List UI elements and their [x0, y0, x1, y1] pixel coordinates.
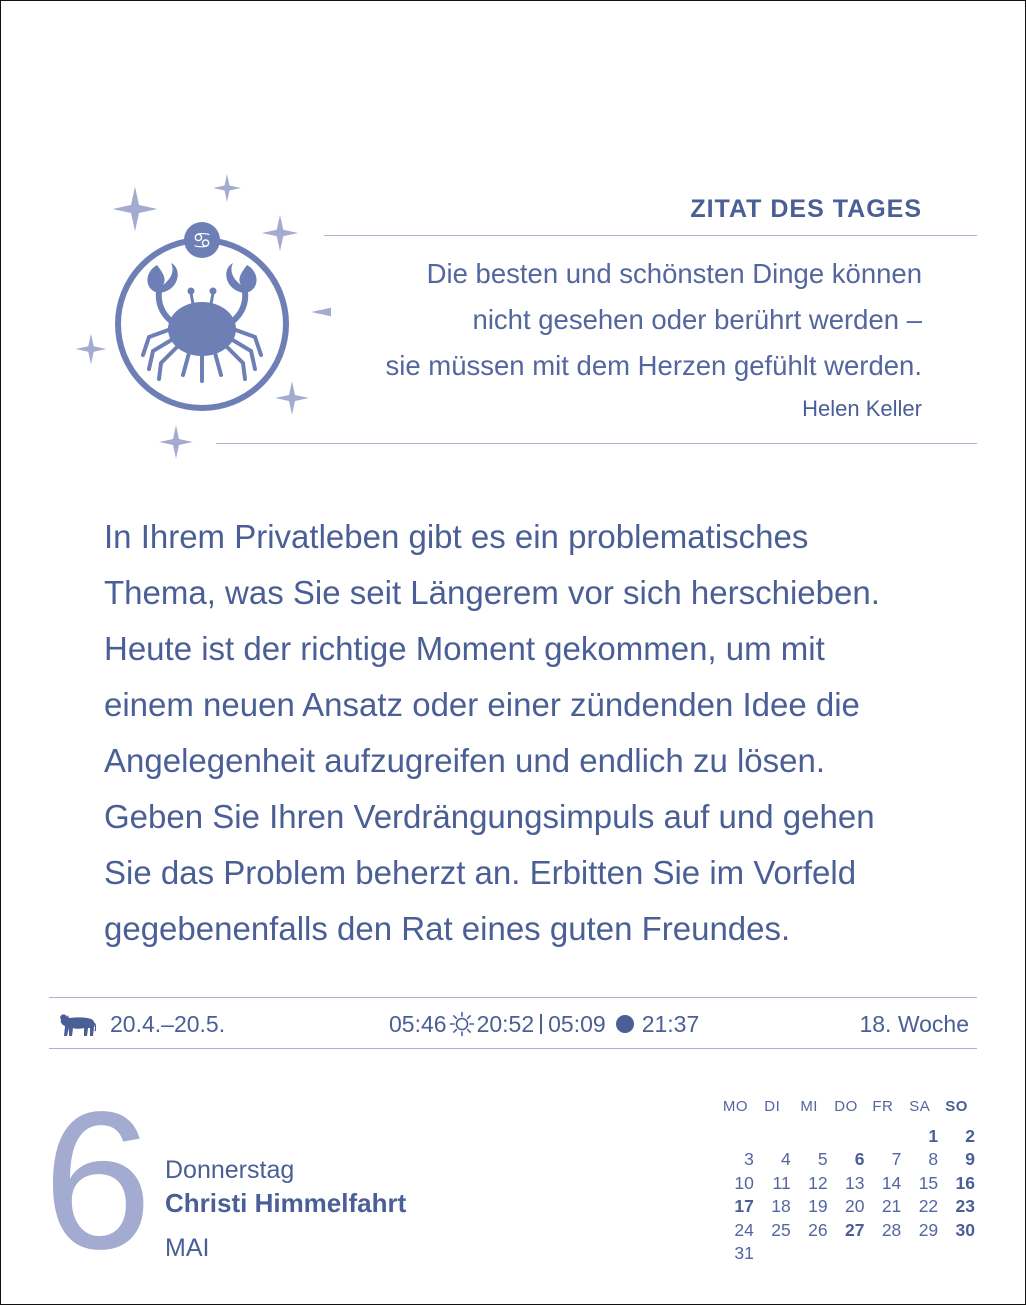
calendar-day: 30: [955, 1219, 976, 1240]
horoscope-line: In Ihrem Privatleben gibt es ein problematisches: [104, 518, 809, 555]
calendar-day: 22: [918, 1196, 939, 1217]
horoscope-line: Angelegenheit aufzugreifen und endlich zu lösen.: [104, 742, 826, 779]
weekday-header: DI: [764, 1098, 781, 1116]
horoscope-line: gegebenenfalls den Rat eines guten Freundes.: [104, 910, 791, 947]
moonset-time: 21:37: [641, 1010, 700, 1037]
sparkle-icon: [275, 381, 309, 415]
quote-line: Die besten und schönsten Dinge können: [426, 258, 922, 289]
calendar-day: 11: [772, 1172, 791, 1193]
calendar-day: 25: [771, 1219, 791, 1240]
calendar-day: 16: [955, 1172, 976, 1193]
calendar-week-row: [717, 1148, 975, 1172]
quote-author: Helen Keller: [802, 396, 922, 421]
horoscope-text: [104, 509, 984, 957]
calendar-day: 20: [844, 1196, 865, 1217]
calendar-day: 4: [780, 1149, 791, 1170]
calendar-day: 15: [918, 1172, 939, 1193]
zodiac-emblem: [71, 169, 331, 469]
calendar-day: 6: [854, 1149, 865, 1170]
calendar-day: 2: [965, 1125, 976, 1146]
weekday-header: MO: [722, 1098, 749, 1116]
info-divider-bottom: [49, 1048, 977, 1049]
calendar-week-row: [717, 1125, 975, 1149]
calendar-day: 13: [844, 1172, 865, 1193]
sparkle-icon: [159, 425, 193, 459]
sun-icon: [449, 1011, 475, 1037]
calendar-day: 23: [955, 1196, 976, 1217]
horoscope-line: einem neuen Ansatz oder einer zündenden Idee die: [104, 686, 860, 723]
calendar-day: 8: [928, 1149, 939, 1170]
quote-divider-top: [324, 235, 977, 236]
sparkle-icon: [76, 334, 107, 365]
mini-calendar: [717, 1095, 975, 1266]
calendar-week-row: [717, 1219, 975, 1243]
calendar-week-row: [717, 1242, 975, 1266]
horoscope-line: Heute ist der richtige Moment gekommen, um mit: [104, 630, 825, 667]
calendar-day: 27: [844, 1219, 865, 1240]
calendar-day: 29: [918, 1219, 939, 1240]
weekday-header: MI: [800, 1098, 818, 1116]
calendar-day: 18: [771, 1196, 791, 1217]
zodiac-range: [58, 1007, 225, 1041]
sparkle-icon: [213, 174, 241, 202]
calendar-day: 26: [808, 1219, 828, 1240]
quote-line: sie müssen mit dem Herzen gefühlt werden.: [385, 350, 922, 381]
cancer-crab-icon: [71, 169, 331, 469]
calendar-week-row: [717, 1172, 975, 1196]
calendar-day: 5: [817, 1149, 828, 1170]
holiday-name: Christi Himmelfahrt: [165, 1188, 407, 1218]
calendar-day: 28: [881, 1219, 902, 1240]
sunrise-time: 05:46: [389, 1010, 447, 1037]
week-number: 18. Woche: [859, 1010, 969, 1037]
calendar-day: 31: [734, 1243, 754, 1264]
sparkle-icon: [113, 187, 158, 232]
weekday: Donnerstag: [165, 1156, 295, 1184]
sunset-time: 20:52: [476, 1010, 535, 1037]
calendar-day: 17: [734, 1196, 754, 1217]
calendar-day: 1: [928, 1125, 939, 1146]
horoscope-line: Sie das Problem beherzt an. Erbitten Sie im Vorfeld: [104, 854, 857, 891]
horoscope-line: Geben Sie Ihren Verdrängungsimpuls auf und gehen: [104, 798, 875, 835]
calendar-day: 9: [965, 1149, 976, 1170]
moon-icon: [616, 1015, 634, 1033]
taurus-bull-icon: [58, 1011, 96, 1037]
quote-heading: ZITAT DES TAGES: [690, 195, 922, 223]
day-number: 6: [43, 1071, 153, 1290]
calendar-day: 3: [744, 1149, 754, 1170]
quote-line: nicht gesehen oder berührt werden –: [472, 304, 922, 335]
info-divider-top: [49, 997, 977, 998]
moonrise-time: 05:09: [548, 1010, 606, 1037]
horoscope-line: Thema, was Sie seit Längerem vor sich herschieben.: [104, 574, 880, 611]
calendar-day: 19: [808, 1196, 828, 1217]
zodiac-date-range: 20.4.–20.5.: [110, 1010, 226, 1037]
calendar-header-row: [717, 1095, 975, 1119]
calendar-day: 21: [881, 1196, 902, 1217]
quote-text: [322, 251, 922, 389]
month-name: MAI: [165, 1234, 210, 1262]
time-separator: [540, 1014, 542, 1034]
calendar-day: 10: [734, 1172, 754, 1193]
sun-moon-times: [389, 1007, 699, 1041]
calendar-day: 24: [734, 1219, 754, 1240]
quote-divider-bottom: [216, 443, 977, 444]
calendar-day: 14: [881, 1172, 902, 1193]
weekday-header: SO: [945, 1098, 968, 1116]
sparkle-icon: [262, 215, 298, 251]
calendar-week-row: [717, 1195, 975, 1219]
weekday-header: SA: [909, 1098, 931, 1116]
calendar-day: 7: [891, 1149, 902, 1170]
svg-text:♋: ♋: [192, 229, 212, 254]
calendar-day: 12: [808, 1172, 828, 1193]
weekday-header: FR: [872, 1098, 894, 1116]
weekday-header: DO: [834, 1098, 858, 1116]
